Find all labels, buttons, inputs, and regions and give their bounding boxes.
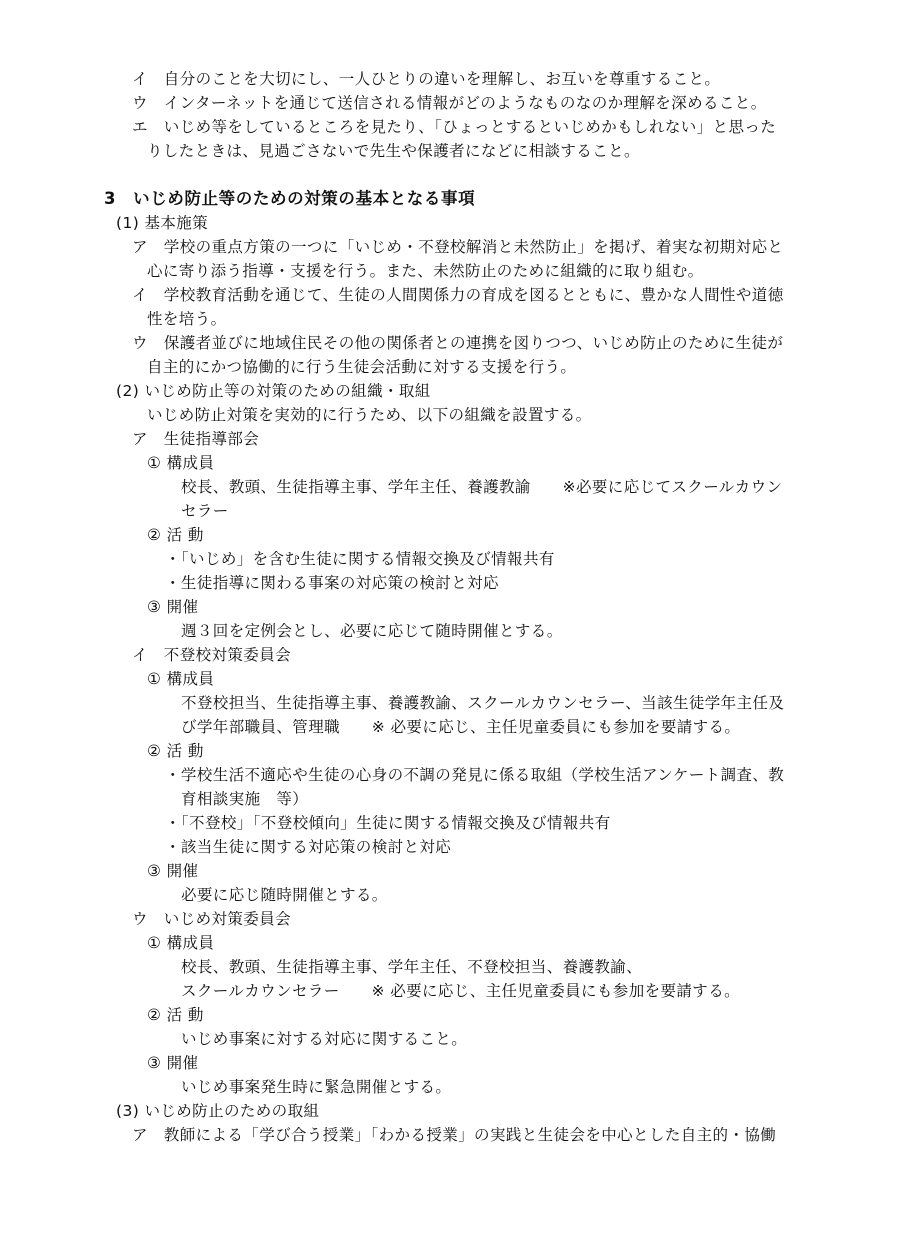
text-line: 自主的にかつ協働的に行う生徒会活動に対する支援を行う。	[147, 358, 577, 376]
bullet-line: ・「いじめ」を含む生徒に関する情報交換及び情報共有	[165, 550, 555, 568]
text-line: イ 自分のことを大切にし、一人ひとりの違いを理解し、お互いを尊重すること。	[132, 70, 721, 88]
text-line: いじめ事案発生時に緊急開催とする。	[181, 1078, 452, 1096]
text-line: 心に寄り添う指導・支援を行う。また、未然防止のために組織的に取り組む。	[147, 262, 704, 280]
text-line: ア 学校の重点方策の一つに「いじめ・不登校解消と未然防止」を掲げ、着実な初期対応と	[132, 238, 784, 256]
text-line: 不登校担当、生徒指導主事、養護教諭、スクールカウンセラー、当該生徒学年主任及	[181, 694, 785, 712]
text-line: エ いじめ等をしているところを見たり、「ひょっとするといじめかもしれない」と思った	[132, 118, 777, 136]
text-line: 週３回を定例会とし、必要に応じて随時開催とする。	[181, 622, 563, 640]
text-line: イ 学校教育活動を通じて、生徒の人間関係力の育成を図るとともに、豊かな人間性や道徳	[132, 286, 784, 304]
sub-item-heading: ① 構成員	[147, 454, 215, 472]
text-line: 校長、教頭、生徒指導主事、学年主任、不登校担当、養護教諭、	[181, 958, 643, 976]
text-line: 校長、教頭、生徒指導主事、学年主任、養護教諭 ※必要に応じてスクールカウン	[181, 478, 783, 496]
subsection-heading: (2) いじめ防止等の対策のための組織・取組	[116, 382, 431, 400]
sub-item-heading: ③ 開催	[147, 862, 199, 880]
bullet-line: ・生徒指導に関わる事案の対応策の検討と対応	[165, 574, 499, 592]
text-line: 性を培う。	[147, 310, 227, 328]
text-line: いじめ事案に対する対応に関すること。	[181, 1030, 468, 1048]
text-line: 育相談実施 等）	[181, 790, 309, 808]
text-line: いじめ防止対策を実効的に行うため、以下の組織を設置する。	[147, 406, 592, 424]
section-heading: 3 いじめ防止等のための対策の基本となる事項	[104, 189, 476, 208]
sub-item-heading: ② 活 動	[147, 1006, 204, 1024]
text-line: ウ インターネットを通じて送信される情報がどのようなものなのか理解を深めること。	[132, 94, 767, 112]
text-line: ア 教師による「学び合う授業」「わかる授業」の実践と生徒会を中心とした自主的・協働	[132, 1126, 777, 1144]
text-line: スクールカウンセラー ※ 必要に応じ、主任児童委員にも参加を要請する。	[181, 982, 741, 1000]
bullet-line: ・該当生徒に関する対応策の検討と対応	[165, 838, 452, 856]
sub-item-heading: ① 構成員	[147, 670, 215, 688]
text-line: ウ 保護者並びに地域住民その他の関係者との連携を図りつつ、いじめ防止のために生徒が	[132, 334, 784, 352]
sub-item-heading: ① 構成員	[147, 934, 215, 952]
sub-item-heading: ② 活 動	[147, 526, 204, 544]
item-heading: イ 不登校対策委員会	[132, 646, 292, 664]
subsection-heading: (3) いじめ防止のための取組	[116, 1102, 320, 1120]
item-heading: ア 生徒指導部会	[132, 430, 260, 448]
bullet-line: ・学校生活不適応や生徒の心身の不調の発見に係る取組（学校生活アンケート調査、教	[165, 766, 785, 784]
subsection-heading: (1) 基本施策	[116, 214, 209, 232]
sub-item-heading: ③ 開催	[147, 1054, 199, 1072]
text-line: セラー	[181, 502, 229, 520]
text-line: び学年部職員、管理職 ※ 必要に応じ、主任児童委員にも参加を要請する。	[181, 718, 741, 736]
sub-item-heading: ③ 開催	[147, 598, 199, 616]
text-line: 必要に応じ随時開催とする。	[181, 886, 388, 904]
text-line: りしたときは、見過ごさないで先生や保護者になどに相談すること。	[147, 142, 640, 160]
item-heading: ウ いじめ対策委員会	[132, 910, 292, 928]
bullet-line: ・「不登校」「不登校傾向」生徒に関する情報交換及び情報共有	[165, 814, 611, 832]
sub-item-heading: ② 活 動	[147, 742, 204, 760]
